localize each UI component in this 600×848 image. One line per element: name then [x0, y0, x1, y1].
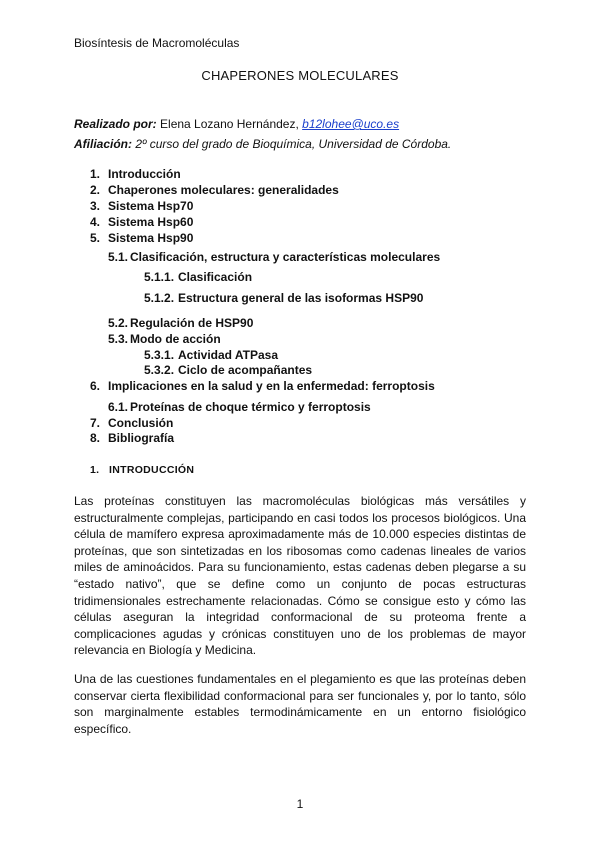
author-name: Elena Lozano Hernández, [160, 117, 299, 131]
page-number: 1 [296, 797, 304, 811]
toc-item: 2. Chaperones moleculares: generalidades [90, 183, 339, 197]
paragraph: Una de las cuestiones fundamentales en el plegamiento es que las proteínas deben conservar cierta flexibilidad conformacional para ser funcionales y, por lo tanto, sólo son marginalmente estables termodinámicamente en un entorno fisiológico específico. [74, 672, 526, 736]
affiliation-line [74, 137, 451, 151]
document-title: CHAPERONES MOLECULARES [201, 68, 399, 83]
author-line [74, 117, 399, 131]
toc-item: 8. Bibliografía [90, 431, 175, 445]
affiliation-value: 2º curso del grado de Bioquímica, Universidad de Córdoba. [135, 137, 452, 151]
toc-item: 7. Conclusión [90, 416, 174, 430]
toc-item: 5.3. Modo de acción [108, 332, 221, 346]
toc-item: 5. Sistema Hsp90 [90, 231, 194, 245]
toc-item: 5.2. Regulación de HSP90 [108, 316, 254, 330]
toc-item: 6.1. Proteínas de choque térmico y ferroptosis [108, 400, 371, 414]
toc-item: 1. Introducción [90, 167, 181, 181]
toc-item: 4. Sistema Hsp60 [90, 215, 194, 229]
toc-item: 6. Implicaciones en la salud y en la enfermedad: ferroptosis [90, 379, 435, 393]
author-email-link[interactable]: b12lohee@uco.es [302, 117, 400, 131]
toc-item: 3. Sistema Hsp70 [90, 199, 194, 213]
affiliation-label: Afiliación: [74, 137, 133, 151]
toc-item: 5.1.2. Estructura general de las isoformas HSP90 [144, 291, 424, 305]
paragraph: Las proteínas constituyen las macromoléculas biológicas más versátiles y estructuralmente complejas, participando en casi todos los procesos biológicos. Una célula de mamífero expresa aproximadamente más de 10.000 especies distintas de proteínas, que son sintetizadas en los ribosomas como cadenas lineales de varios miles de aminoácidos. Para su funcionamiento, estas cadenas deben plegarse a su “estado nativo”, que se define como un conjunto de pocas estructuras tridimensionales estrechamente relacionadas. Cómo se consigue esto y cómo las células aseguran la integridad conformacional de su proteoma frente a complicaciones agudas y crónicas constituyen uno de los problemas de mayor relevancia en Biología y Medicina. [74, 494, 526, 658]
toc-item: 5.1.1. Clasificación [144, 270, 253, 284]
author-label: Realizado por: [74, 117, 157, 131]
toc-item: 5.1. Clasificación, estructura y características moleculares [108, 250, 441, 264]
section-heading: 1. INTRODUCCIÓN [90, 464, 195, 476]
toc-item: 5.3.1. Actividad ATPasa [144, 348, 279, 362]
running-header: Biosíntesis de Macromoléculas [74, 36, 240, 50]
toc-item: 5.3.2. Ciclo de acompañantes [144, 363, 313, 377]
